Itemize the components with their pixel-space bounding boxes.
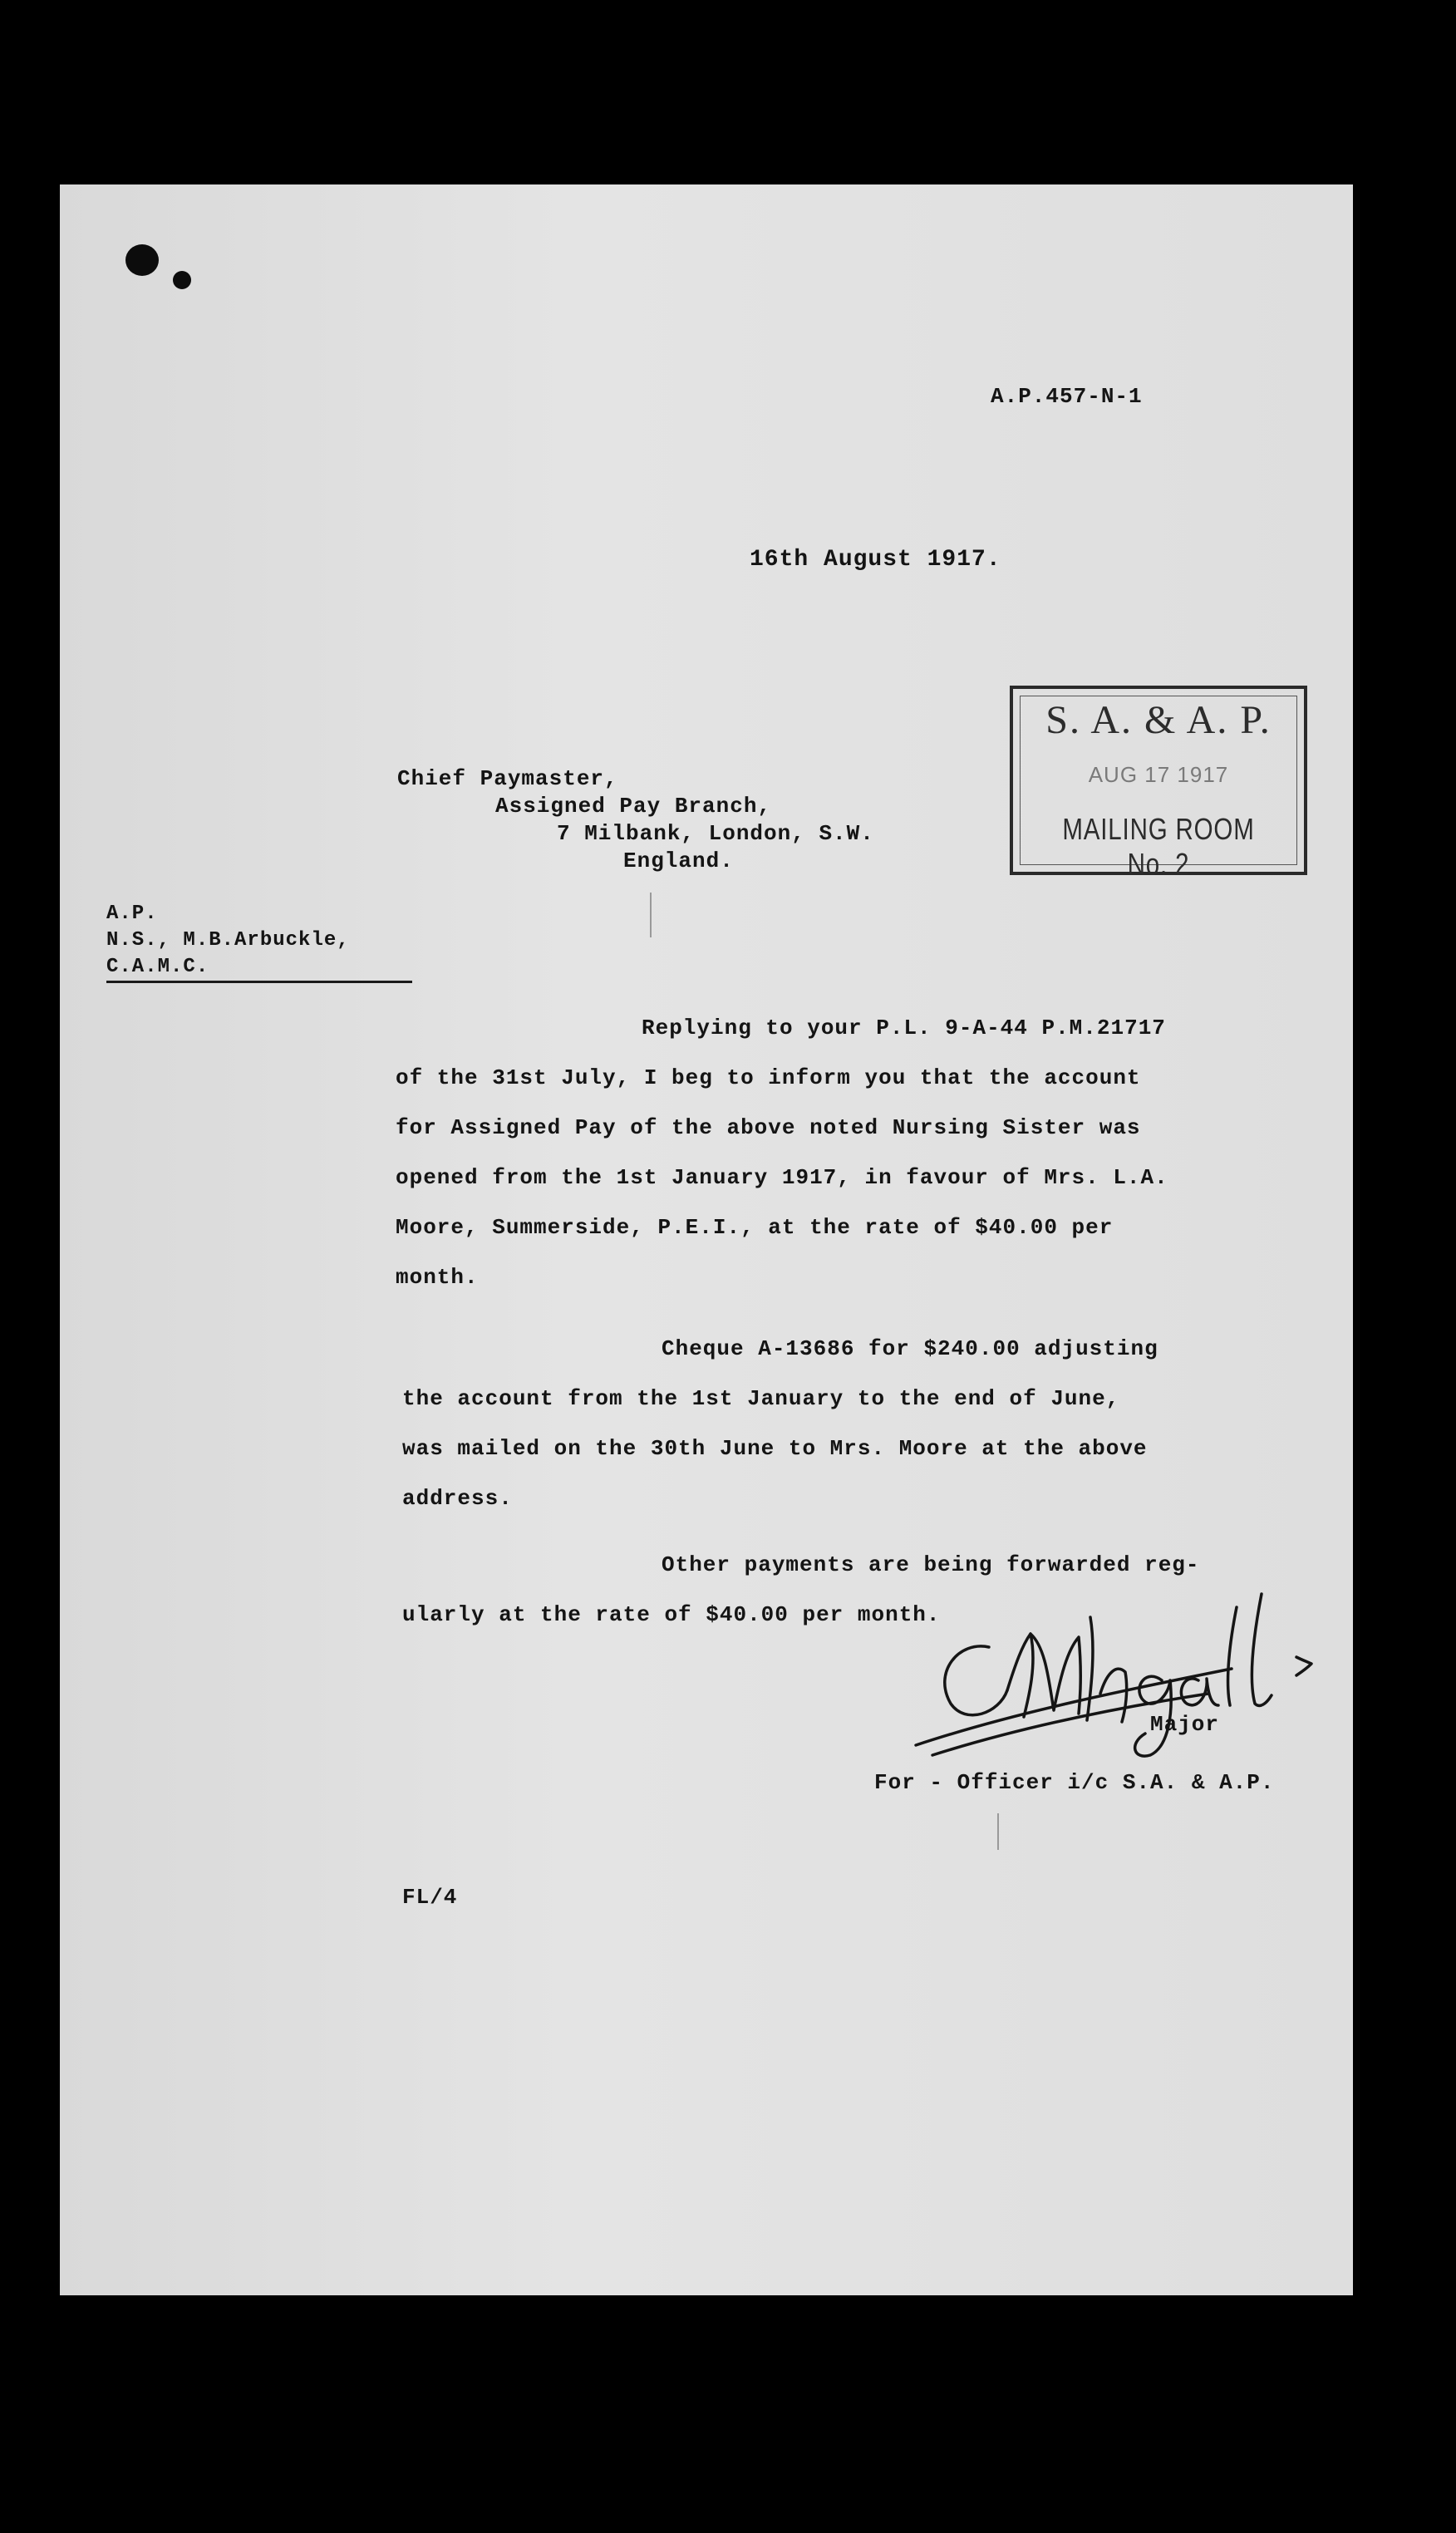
body-line: Cheque A-13686 for $240.00 adjusting (662, 1336, 1158, 1361)
addressee-line-3: 7 Milbank, London, S.W. (557, 821, 874, 846)
addressee-line-4: England. (623, 848, 734, 873)
body-line: Other payments are being forwarded reg- (662, 1552, 1200, 1577)
file-reference: FL/4 (402, 1885, 458, 1910)
body-line: ularly at the rate of $40.00 per month. (402, 1602, 941, 1627)
stamp-room: MAILING ROOM No. 2 (1062, 812, 1255, 881)
signatory-office: For - Officer i/c S.A. & A.P. (874, 1770, 1275, 1795)
subject-underline (106, 981, 412, 983)
letter-date: 16th August 1917. (750, 547, 1001, 573)
fold-mark (650, 893, 652, 937)
ink-blot (125, 244, 159, 276)
handwritten-signature (883, 1547, 1348, 1763)
stamp-date: AUG 17 1917 (1088, 762, 1229, 787)
body-line: Replying to your P.L. 9-A-44 P.M.21717 (642, 1016, 1166, 1040)
body-line: month. (396, 1265, 479, 1290)
signatory-rank: Major (1150, 1712, 1220, 1737)
letter-page (60, 184, 1353, 2295)
ink-blot-small (173, 271, 191, 289)
subject-line-2: N.S., M.B.Arbuckle, (106, 929, 350, 952)
body-line: address. (402, 1486, 513, 1511)
body-line: opened from the 1st January 1917, in favour of Mrs. L.A. (396, 1165, 1168, 1190)
body-line: of the 31st July, I beg to inform you that the account (396, 1065, 1141, 1090)
stamp-title: S. A. & A. P. (1045, 698, 1272, 742)
fold-mark-lower (997, 1813, 999, 1850)
body-line: Moore, Summerside, P.E.I., at the rate of $40.00 per (396, 1215, 1114, 1240)
subject-line-3: C.A.M.C. (106, 956, 209, 978)
received-stamp (1010, 686, 1307, 881)
body-line: was mailed on the 30th June to Mrs. Moore at the above (402, 1436, 1148, 1461)
addressee-line-2: Assigned Pay Branch, (495, 794, 772, 819)
reference-number: A.P.457-N-1 (991, 384, 1143, 409)
body-line: the account from the 1st January to the end of June, (402, 1386, 1120, 1411)
addressee-line-1: Chief Paymaster, (397, 766, 618, 791)
subject-line-1: A.P. (106, 903, 158, 925)
body-line: for Assigned Pay of the above noted Nursing Sister was (396, 1115, 1141, 1140)
